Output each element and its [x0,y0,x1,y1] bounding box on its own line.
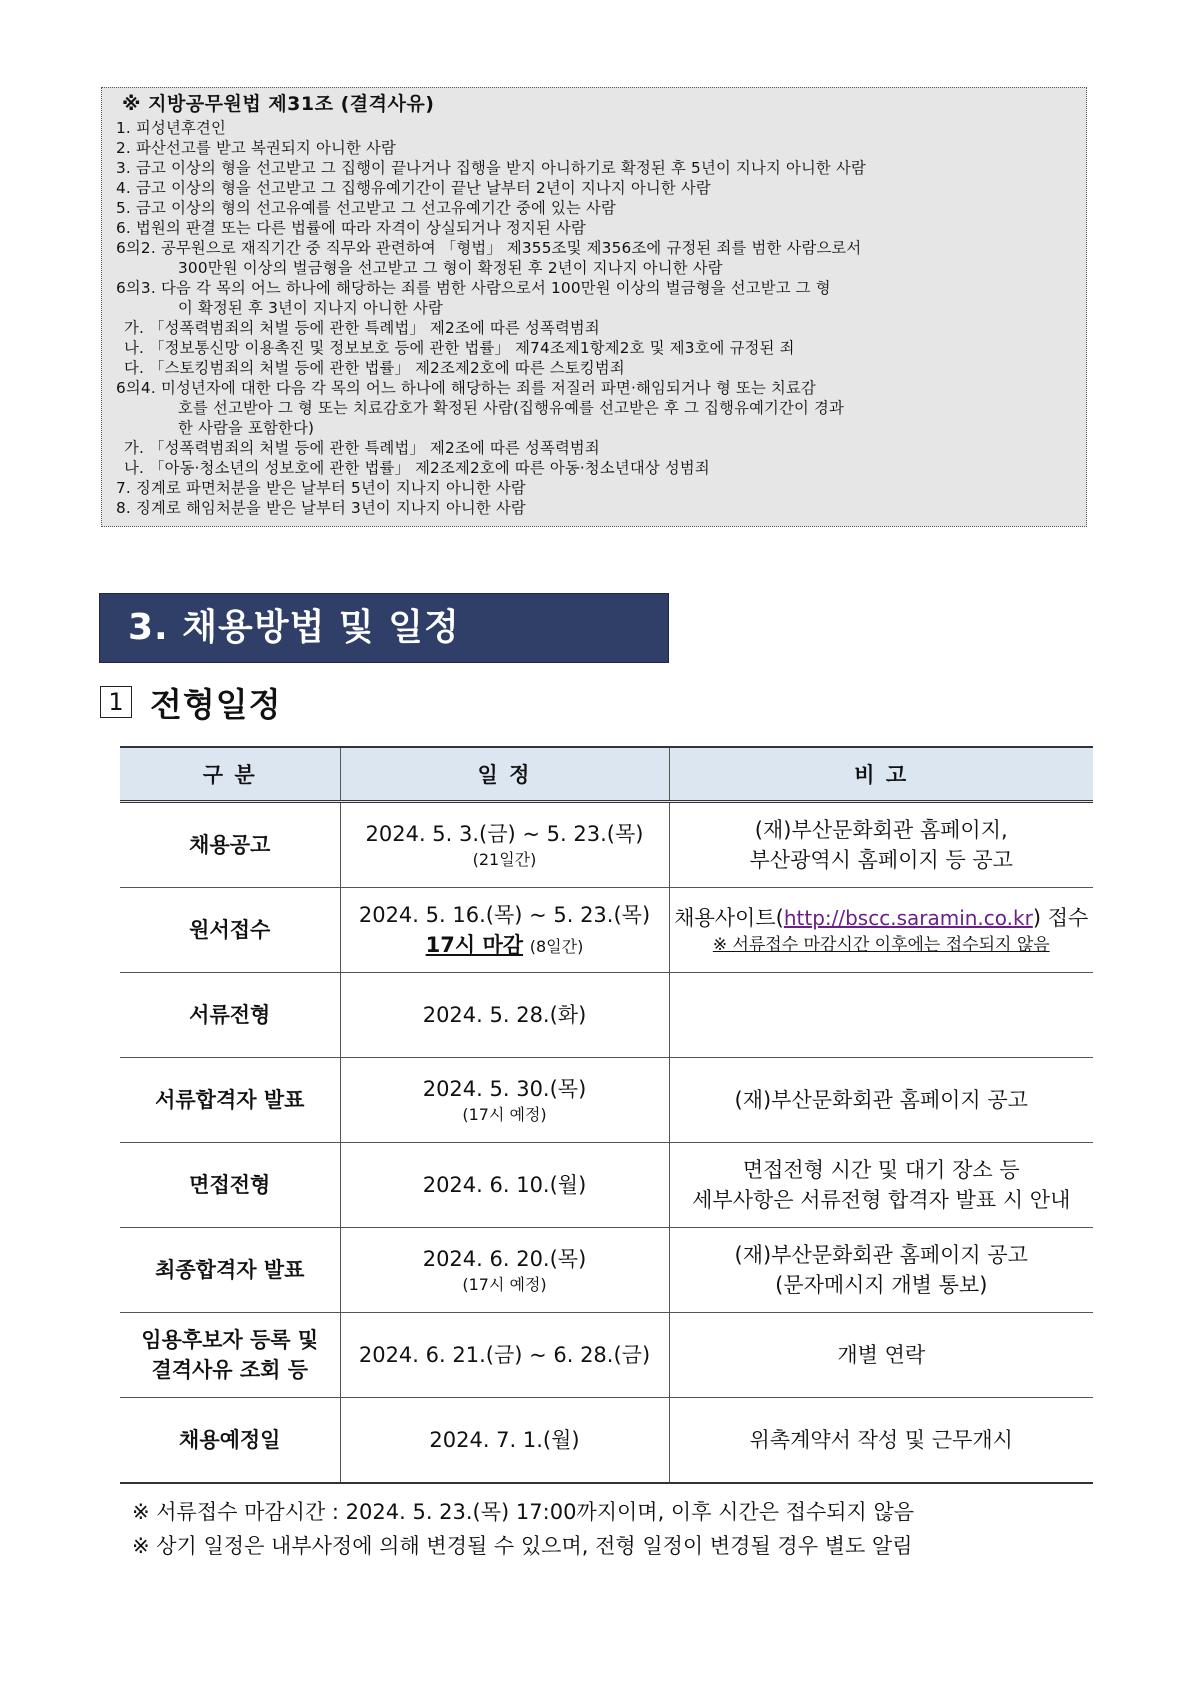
law-line: 나. 「정보통신망 이용촉진 및 정보보호 등에 관한 법률」 제74조제1항제2호 및 제3호에 규정된 죄 [124,339,795,357]
row-schedule: 2024. 6. 21.(금) ~ 6. 28.(금) [340,1313,669,1398]
header-schedule: 일 정 [340,747,669,802]
row-remarks [669,802,1093,888]
table-row [120,1058,1093,1143]
footnote: ※ 상기 일정은 내부사정에 의해 변경될 수 있으며, 전형 일정이 변경될 경우 별도 알림 [132,1534,913,1558]
row-category [120,1313,340,1398]
row-category: 면접전형 [120,1143,340,1228]
row-remarks [669,1143,1093,1228]
row-schedule: 2024. 7. 1.(월) [340,1398,669,1484]
law-line: 나. 「아동·청소년의 성보호에 관한 법률」 제2조제2호에 따른 아동·청소년대상 성범죄 [124,459,710,477]
law-line: 1. 피성년후견인 [116,119,226,137]
table-row [120,1313,1093,1398]
remark-line: (재)부산문화회관 홈페이지, [754,818,1008,842]
schedule-date: 2024. 5. 16.(목) ~ 5. 23.(목) [358,903,651,927]
remark-line: 면접전형 시간 및 대기 장소 등 [742,1158,1020,1182]
law-line: 3. 금고 이상의 형을 선고받고 그 집행이 끝나거나 집행을 받지 아니하기로 확정된 후 5년이 지나지 아니한 사람 [116,159,866,177]
table-row [120,888,1093,973]
remark-line: (재)부산문화회관 홈페이지 공고 [734,1243,1028,1267]
row-remarks: (재)부산문화회관 홈페이지 공고 [669,1058,1093,1143]
row-remarks [669,1228,1093,1313]
law-line: 다. 「스토킹범죄의 처벌 등에 관한 법률」 제2조제2호에 따른 스토킹범죄 [124,359,625,377]
row-category: 원서접수 [120,888,340,973]
category-line: 임용후보자 등록 및 [141,1328,319,1352]
subsection-title: 전형일정 [150,684,282,724]
remark-line: 부산광역시 홈페이지 등 공고 [749,848,1013,872]
schedule-note: (8일간) [529,937,584,956]
row-category: 최종합격자 발표 [120,1228,340,1313]
schedule-note: (17시 예정) [462,1105,547,1124]
row-category: 채용공고 [120,802,340,888]
row-category: 채용예정일 [120,1398,340,1484]
table-row [120,973,1093,1058]
law-line: 7. 징계로 파면처분을 받은 날부터 5년이 지나지 아니한 사람 [116,479,526,497]
remark-line: (문자메시지 개별 통보) [775,1273,988,1297]
schedule-deadline [345,930,665,960]
row-remarks [669,888,1093,973]
law-line: 가. 「성폭력범죄의 처벌 등에 관한 특례법」 제2조에 따른 성폭력범죄 [124,319,600,337]
remark-suffix: ) 접수 [1032,906,1089,930]
law-line: 6의2. 공무원으로 재직기간 중 직무와 관련하여 「형법」 제355조및 제356조에 규정된 죄를 범한 사람으로서 [116,239,862,257]
law-line: 호를 선고받아 그 형 또는 치료감호가 확정된 사람(집행유예를 선고받은 후 그 집행유예기간이 경과 [178,399,844,417]
row-schedule: 2024. 5. 28.(화) [340,973,669,1058]
disqualification-law-box [101,87,1087,527]
row-remarks: 위촉계약서 작성 및 근무개시 [669,1398,1093,1484]
row-schedule: 2024. 6. 10.(월) [340,1143,669,1228]
schedule-date: 2024. 5. 30.(목) [422,1077,587,1101]
section-heading: 3. 채용방법 및 일정 [99,593,669,663]
law-line: 이 확정된 후 3년이 지나지 아니한 사람 [178,299,443,317]
table-row [120,1398,1093,1484]
schedule-date: 2024. 5. 3.(금) ~ 5. 23.(목) [365,822,644,846]
law-line: 8. 징계로 해임처분을 받은 날부터 3년이 지나지 아니한 사람 [116,499,526,517]
remark-line: 세부사항은 서류전형 합격자 발표 시 안내 [692,1188,1071,1212]
law-line: 2. 파산선고를 받고 복권되지 아니한 사람 [116,139,396,157]
schedule-table [120,746,1093,1484]
row-schedule [340,1058,669,1143]
table-header-row [120,747,1093,802]
law-line: 한 사람을 포함한다) [178,419,315,437]
subsection-number: 1 [100,686,132,718]
table-row [120,1143,1093,1228]
law-line: 가. 「성폭력범죄의 처벌 등에 관한 특례법」 제2조에 따른 성폭력범죄 [124,439,600,457]
table-row [120,802,1093,888]
law-line: 6. 법원의 판결 또는 다른 법률에 따라 자격이 상실되거나 정지된 사람 [116,219,586,237]
remark-prefix: 채용사이트( [674,906,784,930]
law-line: 6의3. 다음 각 목의 어느 하나에 해당하는 죄를 범한 사람으로서 100만원 이상의 벌금형을 선고받고 그 형 [116,279,831,297]
remark-line [674,903,1090,933]
footnote: ※ 서류접수 마감시간 : 2024. 5. 23.(목) 17:00까지이며, 이후 시간은 접수되지 않음 [132,1500,915,1524]
row-schedule [340,802,669,888]
schedule-note: (17시 예정) [462,1275,547,1294]
table-row [120,1228,1093,1313]
header-category: 구 분 [120,747,340,802]
schedule-date: 2024. 6. 20.(목) [422,1247,587,1271]
deadline-bold: 17시 마감 [425,933,524,957]
subsection-heading [100,680,282,724]
category-line: 결격사유 조회 등 [151,1358,309,1382]
row-schedule [340,1228,669,1313]
footnotes [132,1495,914,1563]
law-line: 300만원 이상의 벌금형을 선고받고 그 형이 확정된 후 2년이 지나지 아니한 사람 [178,259,723,277]
law-line: 5. 금고 이상의 형의 선고유예를 선고받고 그 선고유예기간 중에 있는 사람 [116,199,616,217]
row-schedule [340,888,669,973]
row-category: 서류합격자 발표 [120,1058,340,1143]
row-remarks: 개별 연락 [669,1313,1093,1398]
recruit-site-link[interactable]: http://bscc.saramin.co.kr [783,906,1033,930]
law-line: 6의4. 미성년자에 대한 다음 각 목의 어느 하나에 해당하는 죄를 저질러 파면·해임되거나 형 또는 치료감 [116,379,816,397]
remark-note: ※ 서류접수 마감시간 이후에는 접수되지 않음 [712,935,1050,955]
row-remarks [669,973,1093,1058]
row-category: 서류전형 [120,973,340,1058]
schedule-note: (21일간) [472,850,537,869]
header-remarks: 비 고 [669,747,1093,802]
law-line: 4. 금고 이상의 형을 선고받고 그 집행유예기간이 끝난 날부터 2년이 지나지 아니한 사람 [116,179,711,197]
law-box-title: ※ 지방공무원법 제31조 (결격사유) [122,93,435,115]
